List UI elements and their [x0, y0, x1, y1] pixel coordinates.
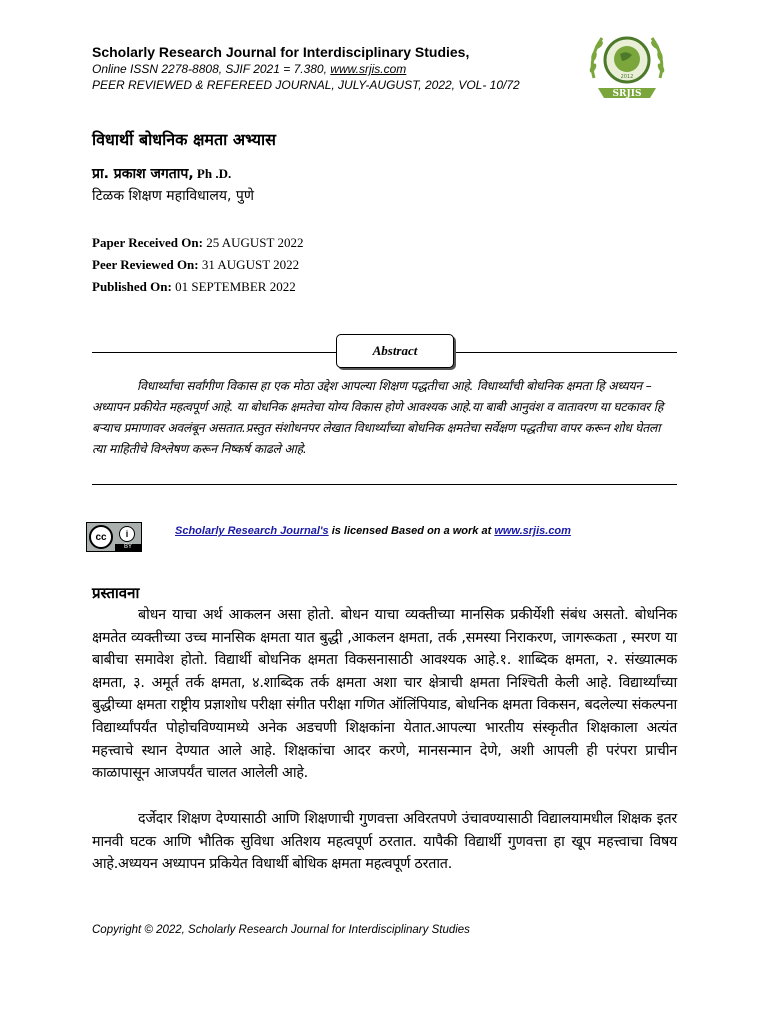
- body-paragraph-2: दर्जेदार शिक्षण देण्यासाठी आणि शिक्षणाची गुणवत्ता अविरतपणे उंचावण्यासाठी विद्यालयामधील शिक्षक इतर मानवी घटक आणि भौतिक सुविधा अतिशय महत्वपूर्ण ठरतात. यापैकी विद्यार्थी गुणवत्ता हा खूप महत्त्वाचा विषय आहे.अध्ययन अध्यापन प्रकियेत विधार्थी बोधिक क्षमता महत्वपूर्ण ठरतात.: [92, 811, 677, 873]
- cc-by-license-badge[interactable]: [86, 522, 142, 552]
- srjis-logo: [584, 28, 670, 104]
- published-date: Published On: 01 SEPTEMBER 2022: [92, 279, 296, 294]
- srjis-site-link[interactable]: www.srjis.com: [494, 525, 571, 537]
- peer-review-line: PEER REVIEWED & REFEREED JOURNAL, JULY-AUGUST, 2022, VOL- 10/72: [92, 78, 520, 92]
- author-degree: Ph .D.: [193, 166, 232, 181]
- journal-header: [92, 44, 572, 93]
- issn-line: [92, 61, 572, 77]
- body-paragraph-1: बोधन याचा अर्थ आकलन असा होतो. बोधन याचा व्यक्तीच्या मानसिक प्रकीर्येशी संबंध असतो. बोधनिक क्षमतेत व्यक्तीच्या उच्च मानसिक क्षमता यात बुद्धी ,आकलन क्षमता, तर्क ,समस्या निराकरण, जागरूकता , स्मरण या बाबीचा समावेश होतो. विद्यार्थी बोधनिक क्षमता विकसनासाठी आवश्यक आहे.१. शाब्दिक क्षमता, २. संख्यात्मक क्षमता, ३. अमूर्त तर्क क्षमता, ४.शाब्दिक तर्क क्षमता अशा चार क्षेत्राची क्षमता निश्चिती केली आहे. विद्यार्थ्यांच्या बुद्धीच्या क्षमता राष्ट्रीय प्रज्ञाशोध परीक्षा संगीत परीक्षा गणित ऑलिंपियाड, बोधनिक क्षमता विकसन, बदलेल्या संकल्पना विद्यार्थ्यांपर्यंत पोहोचविण्यामध्ये अनेक अडचणी शिक्षकांना येतात.आपल्या भारतीय संस्कृतीत शिक्षकाला अत्यंत महत्त्वाचे स्थान देण्यात आले आहे. शिक्षकांचा आदर करणे, मानसन्मान देणे, अशी आपली ही परंपरा प्राचीन काळापासून आजपर्यंत चालत आलेली आहे.: [92, 607, 678, 782]
- journal-website-link[interactable]: www.srjis.com: [330, 62, 407, 76]
- license-middle-text: is licensed Based on a work at: [328, 525, 495, 537]
- paper-title: विधार्थी बोधनिक क्षमता अभ्यास: [92, 130, 276, 149]
- author-line: [92, 164, 231, 183]
- cc-icon: cc: [89, 525, 113, 549]
- license-statement: [175, 525, 571, 537]
- abstract-text: विधार्थ्यांचा सर्वांगीण विकास हा एक मोठा उद्देश आपल्या शिक्षण पद्धतीचा आहे. विधार्थ्यांची बोधनिक क्षमता हि अध्ययन –अध्यापन प्रकीयेत महत्वपूर्ण आहे. या बोधनिक क्षमतेचा योग्य विकास होणे आवश्यक आहे.या बाबी आनुवंश व वातावरण या घटकावर हि बऱ्याच प्रमाणावर अवलंबून असतात.प्रस्तुत संशोधनपर लेखात विधार्थ्यांच्या बोधनिक क्षमतेचा सर्वेक्षण पद्धतीचा वापर करून शोध घेतला त्या माहितीचे विश्लेषण करून निष्कर्ष काढले आहे.: [92, 379, 664, 456]
- logo-year: 2012: [620, 74, 634, 80]
- author-affiliation: टिळक शिक्षण महाविधालय, पुणे: [92, 188, 254, 204]
- logo-wordmark: SRJIS: [612, 89, 642, 99]
- paper-dates: [92, 232, 304, 298]
- author-name: प्रा. प्रकाश जगताप,: [92, 166, 194, 182]
- reviewed-date: Peer Reviewed On: 31 AUGUST 2022: [92, 257, 300, 272]
- attribution-person-icon: i: [119, 526, 135, 542]
- abstract-heading: Abstract: [336, 334, 454, 368]
- abstract-divider-bottom: [92, 484, 677, 485]
- issn-text: Online ISSN 2278-8808, SJIF 2021 = 7.380,: [92, 62, 331, 76]
- section-heading-introduction: प्रस्तावना: [92, 584, 140, 602]
- journal-name: Scholarly Research Journal for Interdisciplinary Studies,: [92, 44, 470, 60]
- journal-license-link[interactable]: Scholarly Research Journal's: [175, 525, 329, 537]
- received-date: Paper Received On: 25 AUGUST 2022: [92, 235, 304, 250]
- copyright-footer: Copyright © 2022, Scholarly Research Journal for Interdisciplinary Studies: [92, 924, 470, 936]
- by-label: BY: [115, 544, 141, 551]
